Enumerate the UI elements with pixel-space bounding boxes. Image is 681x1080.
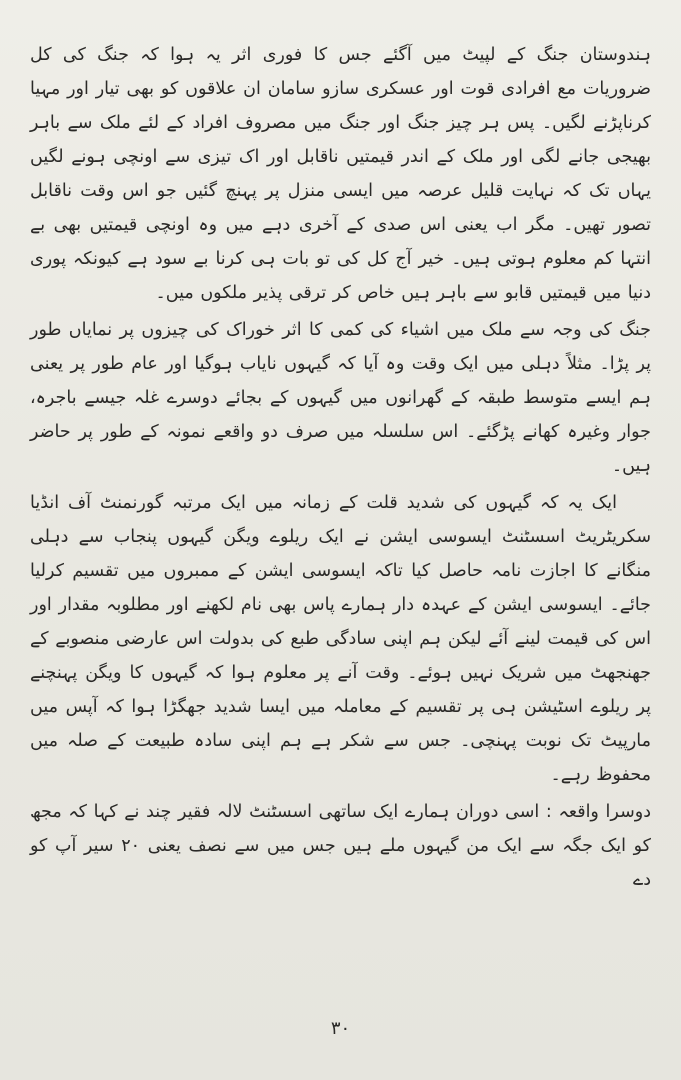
paragraph-3: ایک یہ کہ گیہوں کی شدید قلت کے زمانہ میں ایک مرتبہ گورنمنٹ آف انڈیا سکریٹریٹ اسسٹنٹ ایسوسی ایشن نے ایک ریلوے ویگن گیہوں پنجاب سے دہلی منگانے کا اجازت نامہ حاصل کیا تاکہ ایسوسی ایشن کے ممبروں میں تقسیم کرلیا جائے۔ ایسوسی ایشن کے عہدہ دار ہمارے پاس بھی نام لکھنے اور مطلوبہ مقدار اور اس کی قیمت لینے آئے لیکن ہم اپنی سادگی طبع کی بدولت اس عارضی منصوبے کے جھنجھٹ میں شریک نہیں ہوئے۔ وقت آنے پر معلوم ہوا کہ گیہوں کا ویگن پہنچنے پر ریلوے اسٹیشن ہی پر تقسیم کے معاملہ میں ایسا شدید جھگڑا ہوا کہ آپس میں مارپیٹ تک نوبت پہنچی۔ جس سے شکر ہے ہم اپنی سادہ طبیعت کے صلہ میں محفوظ رہے۔ [30,493,651,785]
page-number: ۳۰ [330,1018,351,1039]
paragraph-4: دوسرا واقعہ : اسی دوران ہمارے ایک ساتھی اسسٹنٹ لالہ فقیر چند نے کہا کہ مجھ کو ایک جگہ سے ایک من گیہوں ملے ہیں جس میں سے نصف یعنی ۲۰ سیر آپ کو دے [30,802,651,890]
page-body-text [30,38,651,897]
paragraph-2: جنگ کی وجہ سے ملک میں اشیاء کی کمی کا اثر خوراک کی چیزوں پر نمایاں طور پر پڑا۔ مثلاً دہلی میں ایک وقت وہ آیا کہ گیہوں نایاب ہوگیا اور عام طور پر یعنی ہم ایسے متوسط طبقہ کے گھرانوں میں گیہوں کے بجائے دوسرے غلہ جیسے باجرہ، جوار وغیرہ کھانے پڑگئے۔ اس سلسلہ میں صرف دو واقعے نمونہ کے طور پر حاضر ہیں۔ [30,320,651,476]
paragraph-1: ہندوستان جنگ کے لپیٹ میں آگئے جس کا فوری اثر یہ ہوا کہ جنگ کی کل ضروریات مع افرادی قوت اور عسکری سازو سامان ان علاقوں کو بھی تیار اور مہیا کرناپڑنے لگیں۔ پس ہر چیز جنگ اور جنگ میں مصروف افراد کے لئے ملک سے باہر بھیجی جانے لگی اور ملک کے اندر قیمتیں ناقابل اور اک تیزی سے اونچی ہونے لگیں یہاں تک کہ نہایت قلیل عرصہ میں ایسی منزل پر پہنچ گئیں جو اس وقت ناقابل تصور تھیں۔ مگر اب یعنی اس صدی کے آخری دہے میں وہ اونچی قیمتیں بھی بے انتہا کم معلوم ہوتی ہیں۔ خیر آج کل کی تو بات ہی کرنا بے سود ہے کیونکہ پوری دنیا میں قیمتیں قابو سے باہر ہیں خاص کر ترقی پذیر ملکوں میں۔ [30,45,651,303]
